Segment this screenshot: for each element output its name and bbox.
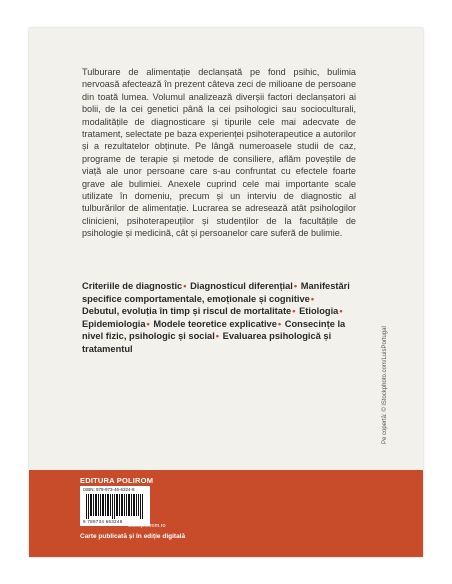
bullet-icon: • bbox=[339, 306, 343, 317]
keyword-item: Manifestări specifice comportamentale, emoționale și cognitive bbox=[82, 281, 350, 304]
keyword-item: Criteriile de diagnostic bbox=[82, 281, 183, 291]
keyword-item: Diagnosticul diferențial bbox=[190, 281, 293, 291]
publisher-website: www.polirom.ro bbox=[128, 523, 166, 529]
digital-edition-note: Carte publicată și în ediție digitală bbox=[80, 533, 186, 540]
barcode bbox=[80, 486, 150, 526]
keyword-list bbox=[82, 280, 354, 356]
bullet-icon: • bbox=[183, 281, 187, 291]
keyword-item: Epidemiologia bbox=[82, 318, 146, 329]
cover-blurb: Tulburare de alimentație declanșată pe fond psihic, bulimia nervoasă afectează în prezent câteva zeci de milioane de persoane din toată lumea. Volumul analizează diverșii factori declanșatori ai bolii, de la cei genetici până la cei psihologici sau socioculturali, modalitățile de diagnosticare și tipurile cele mai adecvate de tratament, selectate pe baza experienței psihoterapeutice a autorilor și a rezultatelor obținute. Pe lângă numeroasele studii de caz, programe de terapie și metode de consiliere, aflăm poveștile de viață ale unor persoane care s-au confruntat cu efectele foarte grave ale bulimiei. Anexele cuprind cele mai importante scale utilizate în domeniu, precum și un interviu de diagnostic al tulburărilor de alimentație. Lucrarea se adresează atât psihologilor clinicieni, psihoterapeuților și studenților de la facultățile de psihologie și medicină, cât și persoanelor care suferă de bulimie. bbox=[82, 67, 356, 239]
bullet-icon: • bbox=[310, 293, 315, 304]
bullet-icon: • bbox=[292, 306, 296, 317]
keyword-item: Debutul, evoluția în timp și riscul de mortalitate bbox=[82, 306, 292, 317]
publisher-name: EDITURA POLIROM bbox=[80, 476, 154, 485]
isbn-text: ISBN: 978-973-46-6324-8 bbox=[83, 487, 135, 492]
barcode-bars-icon bbox=[86, 494, 144, 519]
bullet-icon: • bbox=[293, 281, 298, 291]
bullet-icon: • bbox=[146, 318, 150, 329]
barcode-number: 9 789734 663248 bbox=[83, 519, 123, 524]
bullet-icon: • bbox=[215, 331, 220, 342]
keyword-item: Modele teoretice explicative bbox=[153, 318, 277, 329]
bullet-icon: • bbox=[277, 318, 282, 329]
cover-photo-credit: Pe copertă: © iStockphoto.com/LuisPortugal bbox=[382, 326, 388, 444]
keyword-item: Evaluarea psihologică și tratamentul bbox=[82, 331, 332, 354]
keyword-item: Etiologia bbox=[299, 306, 339, 317]
keyword-item: Consecințe la nivel fizic, psihologic și social bbox=[82, 318, 346, 342]
